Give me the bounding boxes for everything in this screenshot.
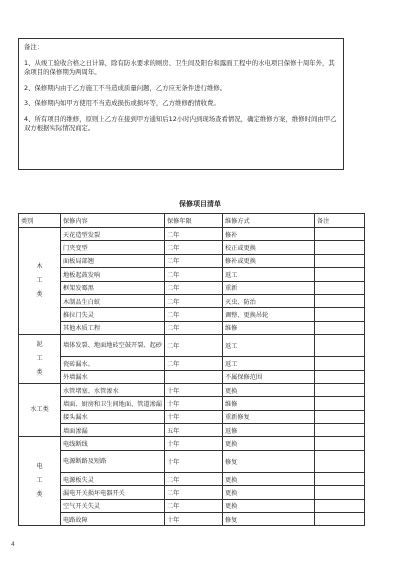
category-cell: 木 工 类: [19, 228, 61, 335]
table-row: [19, 383, 365, 396]
method-cell: 灭虫、防治: [223, 294, 315, 307]
header-content: 保修内容: [61, 214, 165, 228]
content-cell: 外墙漏水: [61, 370, 165, 383]
method-cell: 修复: [223, 513, 315, 526]
years-cell: 二年: [165, 357, 223, 370]
header-years: 保修年限: [165, 214, 223, 228]
method-cell: 更换: [223, 472, 315, 485]
table-row: [19, 281, 365, 294]
content-cell: 墙面、厨房和卫生间地面、管道渗漏: [61, 397, 165, 410]
years-cell: 二年: [165, 241, 223, 254]
years-cell: 二年: [165, 335, 223, 357]
method-cell: 返工: [223, 335, 315, 357]
content-cell: 电线断线: [61, 437, 165, 450]
method-cell: 重新修复: [223, 410, 315, 423]
method-cell: 修补: [223, 228, 315, 241]
table-row: [19, 241, 365, 254]
years-cell: 十年: [165, 437, 223, 450]
remark-cell: [315, 321, 365, 334]
table-row: [19, 308, 365, 321]
content-cell: 其他木质工程: [61, 321, 165, 334]
category-cell: 电 工 类: [19, 437, 61, 526]
remark-cell: [315, 437, 365, 450]
years-cell: 十年: [165, 397, 223, 410]
note-1: 1、从竣工验收合格之日计算，除有防水要求的厕房、卫生间及阳台和露面工程中的水电项目保修十周年外，其余项目的保修期为两周年。: [24, 58, 335, 76]
content-cell: 接头漏水: [61, 410, 165, 423]
table-row: [19, 437, 365, 450]
method-cell: 不属保修范围: [223, 370, 315, 383]
remark-cell: [315, 499, 365, 512]
content-cell: 推拉门失灵: [61, 308, 165, 321]
remark-cell: [315, 486, 365, 499]
table-row: [19, 424, 365, 437]
table-row: [19, 335, 365, 357]
remark-cell: [315, 254, 365, 267]
content-cell: 电源断路及短路: [61, 450, 165, 472]
method-cell: 更换: [223, 383, 315, 396]
remark-cell: [315, 424, 365, 437]
years-cell: 二年: [165, 321, 223, 334]
method-cell: 修补或更换: [223, 254, 315, 267]
years-cell: 二年: [165, 281, 223, 294]
table-header-row: [19, 214, 365, 228]
remark-cell: [315, 357, 365, 370]
method-cell: 调整、更换吊轮: [223, 308, 315, 321]
content-cell: 电源板失灵: [61, 472, 165, 485]
remark-cell: [315, 472, 365, 485]
method-cell: 更换: [223, 499, 315, 512]
header-method: 维修方式: [223, 214, 315, 228]
years-cell: 十年: [165, 410, 223, 423]
method-cell: 返修: [223, 424, 315, 437]
page-number: 4: [11, 541, 15, 548]
remark-cell: [315, 397, 365, 410]
method-cell: 修复: [223, 450, 315, 472]
years-cell: 二年: [165, 308, 223, 321]
content-cell: 墙体发裂、地面地砖空鼓开裂、起砂: [61, 335, 165, 357]
remark-cell: [315, 450, 365, 472]
remark-cell: [315, 383, 365, 396]
content-cell: 门夹变型: [61, 241, 165, 254]
warranty-table: [18, 213, 365, 526]
method-cell: 重新: [223, 281, 315, 294]
remark-cell: [315, 410, 365, 423]
remark-cell: [315, 370, 365, 383]
table-row: [19, 370, 365, 383]
method-cell: 维修: [223, 397, 315, 410]
remark-cell: [315, 294, 365, 307]
years-cell: 二年: [165, 294, 223, 307]
method-cell: 更换: [223, 437, 315, 450]
notes-box: [18, 38, 344, 170]
remark-cell: [315, 268, 365, 281]
category-cell: 泥 工 类: [19, 335, 61, 384]
content-cell: 电路故障: [61, 513, 165, 526]
years-cell: 五年: [165, 424, 223, 437]
table-row: [19, 268, 365, 281]
content-cell: 木制品生白蚁: [61, 294, 165, 307]
content-cell: 墙面渗漏: [61, 424, 165, 437]
table-row: [19, 450, 365, 472]
years-cell: 十年: [165, 383, 223, 396]
table-row: [19, 410, 365, 423]
years-cell: 十年: [165, 513, 223, 526]
table-row: [19, 397, 365, 410]
years-cell: 十年: [165, 450, 223, 472]
years-cell: 二年: [165, 499, 223, 512]
notes-heading: 备注：: [24, 43, 44, 51]
table-row: [19, 486, 365, 499]
remark-cell: [315, 241, 365, 254]
table-row: [19, 499, 365, 512]
table-title: 保修项目清单: [179, 200, 221, 208]
content-cell: 瓷砖漏水、: [61, 357, 165, 370]
note-3: 3、保修期内如甲方使用不当造成损伤或损坏等，乙方维修酌情收费。: [24, 99, 220, 107]
table-row: [19, 228, 365, 241]
remark-cell: [315, 335, 365, 357]
table-row: [19, 357, 365, 370]
method-cell: 更换: [223, 486, 315, 499]
content-cell: 水管堵塞、水管渗水: [61, 383, 165, 396]
content-cell: 空气开关失灵: [61, 499, 165, 512]
header-remark: 备注: [315, 214, 365, 228]
content-cell: 框架发霉黑: [61, 281, 165, 294]
remark-cell: [315, 308, 365, 321]
years-cell: [165, 370, 223, 383]
table-row: [19, 513, 365, 526]
years-cell: 二年: [165, 486, 223, 499]
remark-cell: [315, 513, 365, 526]
note-2: 2、保修期内由于乙方施工不当造成质量问题，乙方应无条件进行维修。: [24, 83, 227, 92]
remark-cell: [315, 281, 365, 294]
content-cell: 天花造型发裂: [61, 228, 165, 241]
method-cell: 维修: [223, 321, 315, 334]
method-cell: 返工: [223, 268, 315, 281]
method-cell: 返工: [223, 357, 315, 370]
years-cell: 二年: [165, 268, 223, 281]
category-cell: 水工类: [19, 383, 61, 437]
table-row: [19, 294, 365, 307]
note-4: 4、所有项目的维修，原则上乙方在接到甲方通知后12小时内到现场查看情况，确定维修方案，维修时间由甲乙双方根据实际情况商定。: [24, 114, 337, 132]
table-row: [19, 472, 365, 485]
header-category: 类别: [19, 214, 61, 228]
years-cell: 二年: [165, 472, 223, 485]
content-cell: 面板局部翘: [61, 254, 165, 267]
years-cell: 二年: [165, 228, 223, 241]
years-cell: 二年: [165, 254, 223, 267]
table-row: [19, 321, 365, 334]
remark-cell: [315, 228, 365, 241]
method-cell: 校正或更换: [223, 241, 315, 254]
content-cell: 地板起鼓发响: [61, 268, 165, 281]
table-row: [19, 254, 365, 267]
content-cell: 漏电开关损坏电器开关: [61, 486, 165, 499]
